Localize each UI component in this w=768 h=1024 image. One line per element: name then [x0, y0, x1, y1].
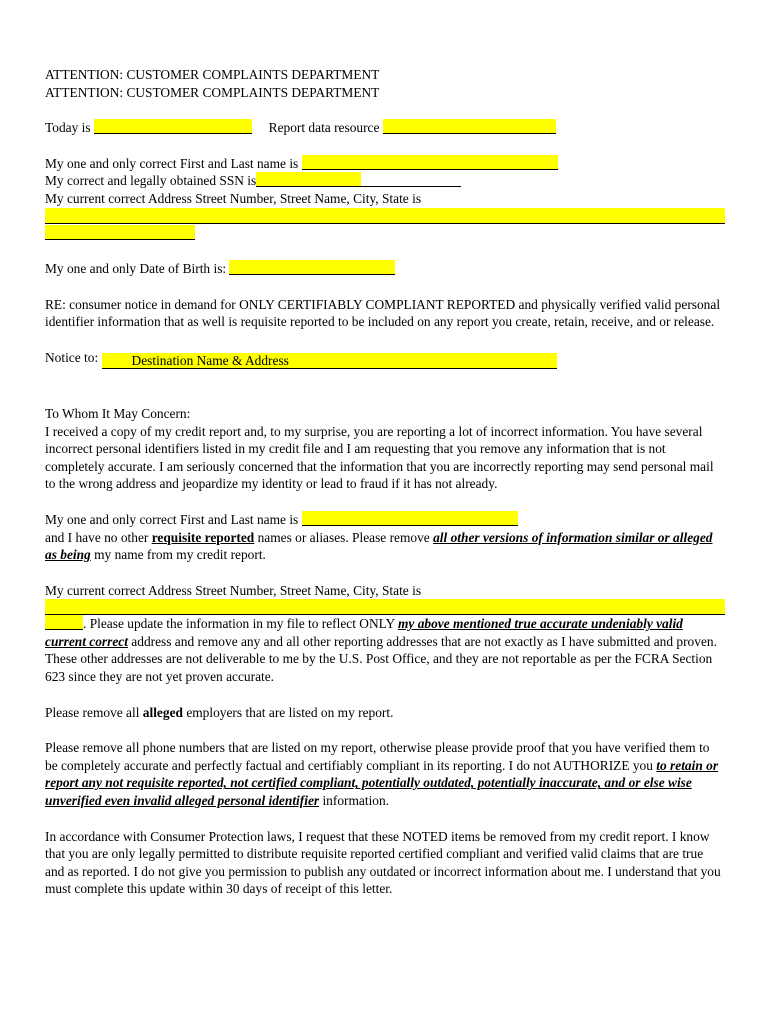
notice-to-value: Destination Name & Address — [131, 352, 289, 368]
notice-to-label: Notice to: — [45, 349, 99, 365]
report-resource-label: Report data resource — [268, 120, 380, 136]
names-bold-2: all other versions of information similar or alleged as being — [45, 529, 713, 563]
ssn-field[interactable] — [256, 172, 361, 187]
address-field-2-line-2[interactable] — [45, 615, 83, 630]
update-text-2: address and remove any and all other reporting addresses that are not exactly as I have submitted and proven. These other addresses are not deliverable to me by the U.S. Post Office, and they are not reportable as per the FCRA Section 623 since they are not yet proven accurate. — [45, 633, 717, 685]
update-bold-1: my above mentioned true accurate undeniably valid current correct — [45, 616, 683, 649]
today-label: Today is — [45, 120, 91, 136]
attention-line-2: ATTENTION: CUSTOMER COMPLAINTS DEPARTMENT — [45, 84, 380, 100]
closing-paragraph: In accordance with Consumer Protection laws, I request that these NOTED items be removed from my credit report. I know that you are only legally permitted to distribute requisite reported certified compliant and verified valid claims that are true and as reported. I do not give you permission to publish any outdated or incorrect information about me. I understand that you must complete this update within 30 days of receipt of this letter. — [45, 828, 721, 897]
name-field-2[interactable] — [302, 511, 518, 526]
today-field[interactable] — [94, 119, 252, 134]
ssn-label: My correct and legally obtained SSN is — [45, 173, 257, 189]
address-continuation — [45, 225, 725, 243]
notice-to-field[interactable] — [102, 353, 557, 369]
employers-bold-1: alleged — [142, 704, 183, 720]
phones-text-2: information. — [319, 793, 390, 809]
phones-paragraph — [45, 739, 725, 809]
salutation: To Whom It May Concern: — [45, 405, 191, 421]
names-paragraph — [45, 529, 725, 564]
dob-label: My one and only Date of Birth is: — [45, 261, 227, 277]
report-resource-field[interactable] — [383, 119, 556, 134]
name-label-2: My one and only correct First and Last name is — [45, 511, 299, 527]
phones-bold-1: to retain or report any not requisite reported, not certified compliant, potentially outdated, potentially inaccurate, and or else wise unverified even invalid alleged personal identifier — [45, 757, 719, 809]
notice-to-line — [45, 349, 725, 369]
name-label: My one and only correct First and Last name is — [45, 155, 299, 171]
dob-line — [45, 260, 725, 278]
name-line — [45, 155, 725, 173]
update-text-1: . Please update the information in my file to reflect ONLY — [83, 616, 398, 632]
employers-text-1: Please remove all — [45, 704, 143, 720]
address-label-2: My current correct Address Street Number, Street Name, City, State is — [45, 582, 422, 598]
name-line-2 — [45, 511, 725, 529]
address-line-2 — [45, 582, 725, 600]
names-text-1: and I have no other — [45, 529, 152, 545]
address-field-line-1[interactable] — [45, 208, 725, 224]
address-label: My current correct Address Street Number, Street Name, City, State is — [45, 190, 422, 206]
attention-line-1: ATTENTION: CUSTOMER COMPLAINTS DEPARTMENT — [45, 67, 380, 82]
update-paragraph — [45, 615, 725, 685]
intro-paragraph: I received a copy of my credit report and, to my surprise, you are reporting a lot of incorrect information. You have several incorrect personal identifiers listed in my credit file and I am requesting that you remove any information that is not completely accurate. I am seriously concerned that the information that you are incorrectly reporting may send personal mail to the wrong address and jeopardize my identity or lead to fraud if it has not already. — [45, 423, 714, 492]
address-field-2-line-1[interactable] — [45, 599, 725, 615]
phones-text-1: Please remove all phone numbers that are listed on my report, otherwise please provide proof that you have verified them to be completely accurate and perfectly factual and certifiably compliant in its reporting. I do not AUTHORIZE you — [45, 740, 710, 773]
address-line — [45, 190, 725, 208]
dob-field[interactable] — [229, 260, 395, 275]
employers-paragraph — [45, 704, 725, 722]
date-resource-line — [45, 119, 725, 137]
ssn-underline — [361, 172, 461, 187]
employers-text-2: employers that are listed on my report. — [182, 704, 394, 720]
name-field[interactable] — [302, 155, 558, 170]
names-text-2: names or aliases. Please remove — [254, 529, 434, 545]
re-paragraph: RE: consumer notice in demand for ONLY CERTIFIABLY COMPLIANT REPORTED and physically verified valid personal identifier information that as well is requisite reported to be included on any report you create, retain, receive, and or release. — [45, 296, 721, 330]
names-text-3: my name from my credit report. — [90, 547, 266, 563]
address-field-line-2[interactable] — [45, 225, 195, 240]
names-bold-1: requisite reported — [151, 529, 255, 545]
ssn-line — [45, 172, 725, 190]
letter-page — [45, 66, 725, 898]
